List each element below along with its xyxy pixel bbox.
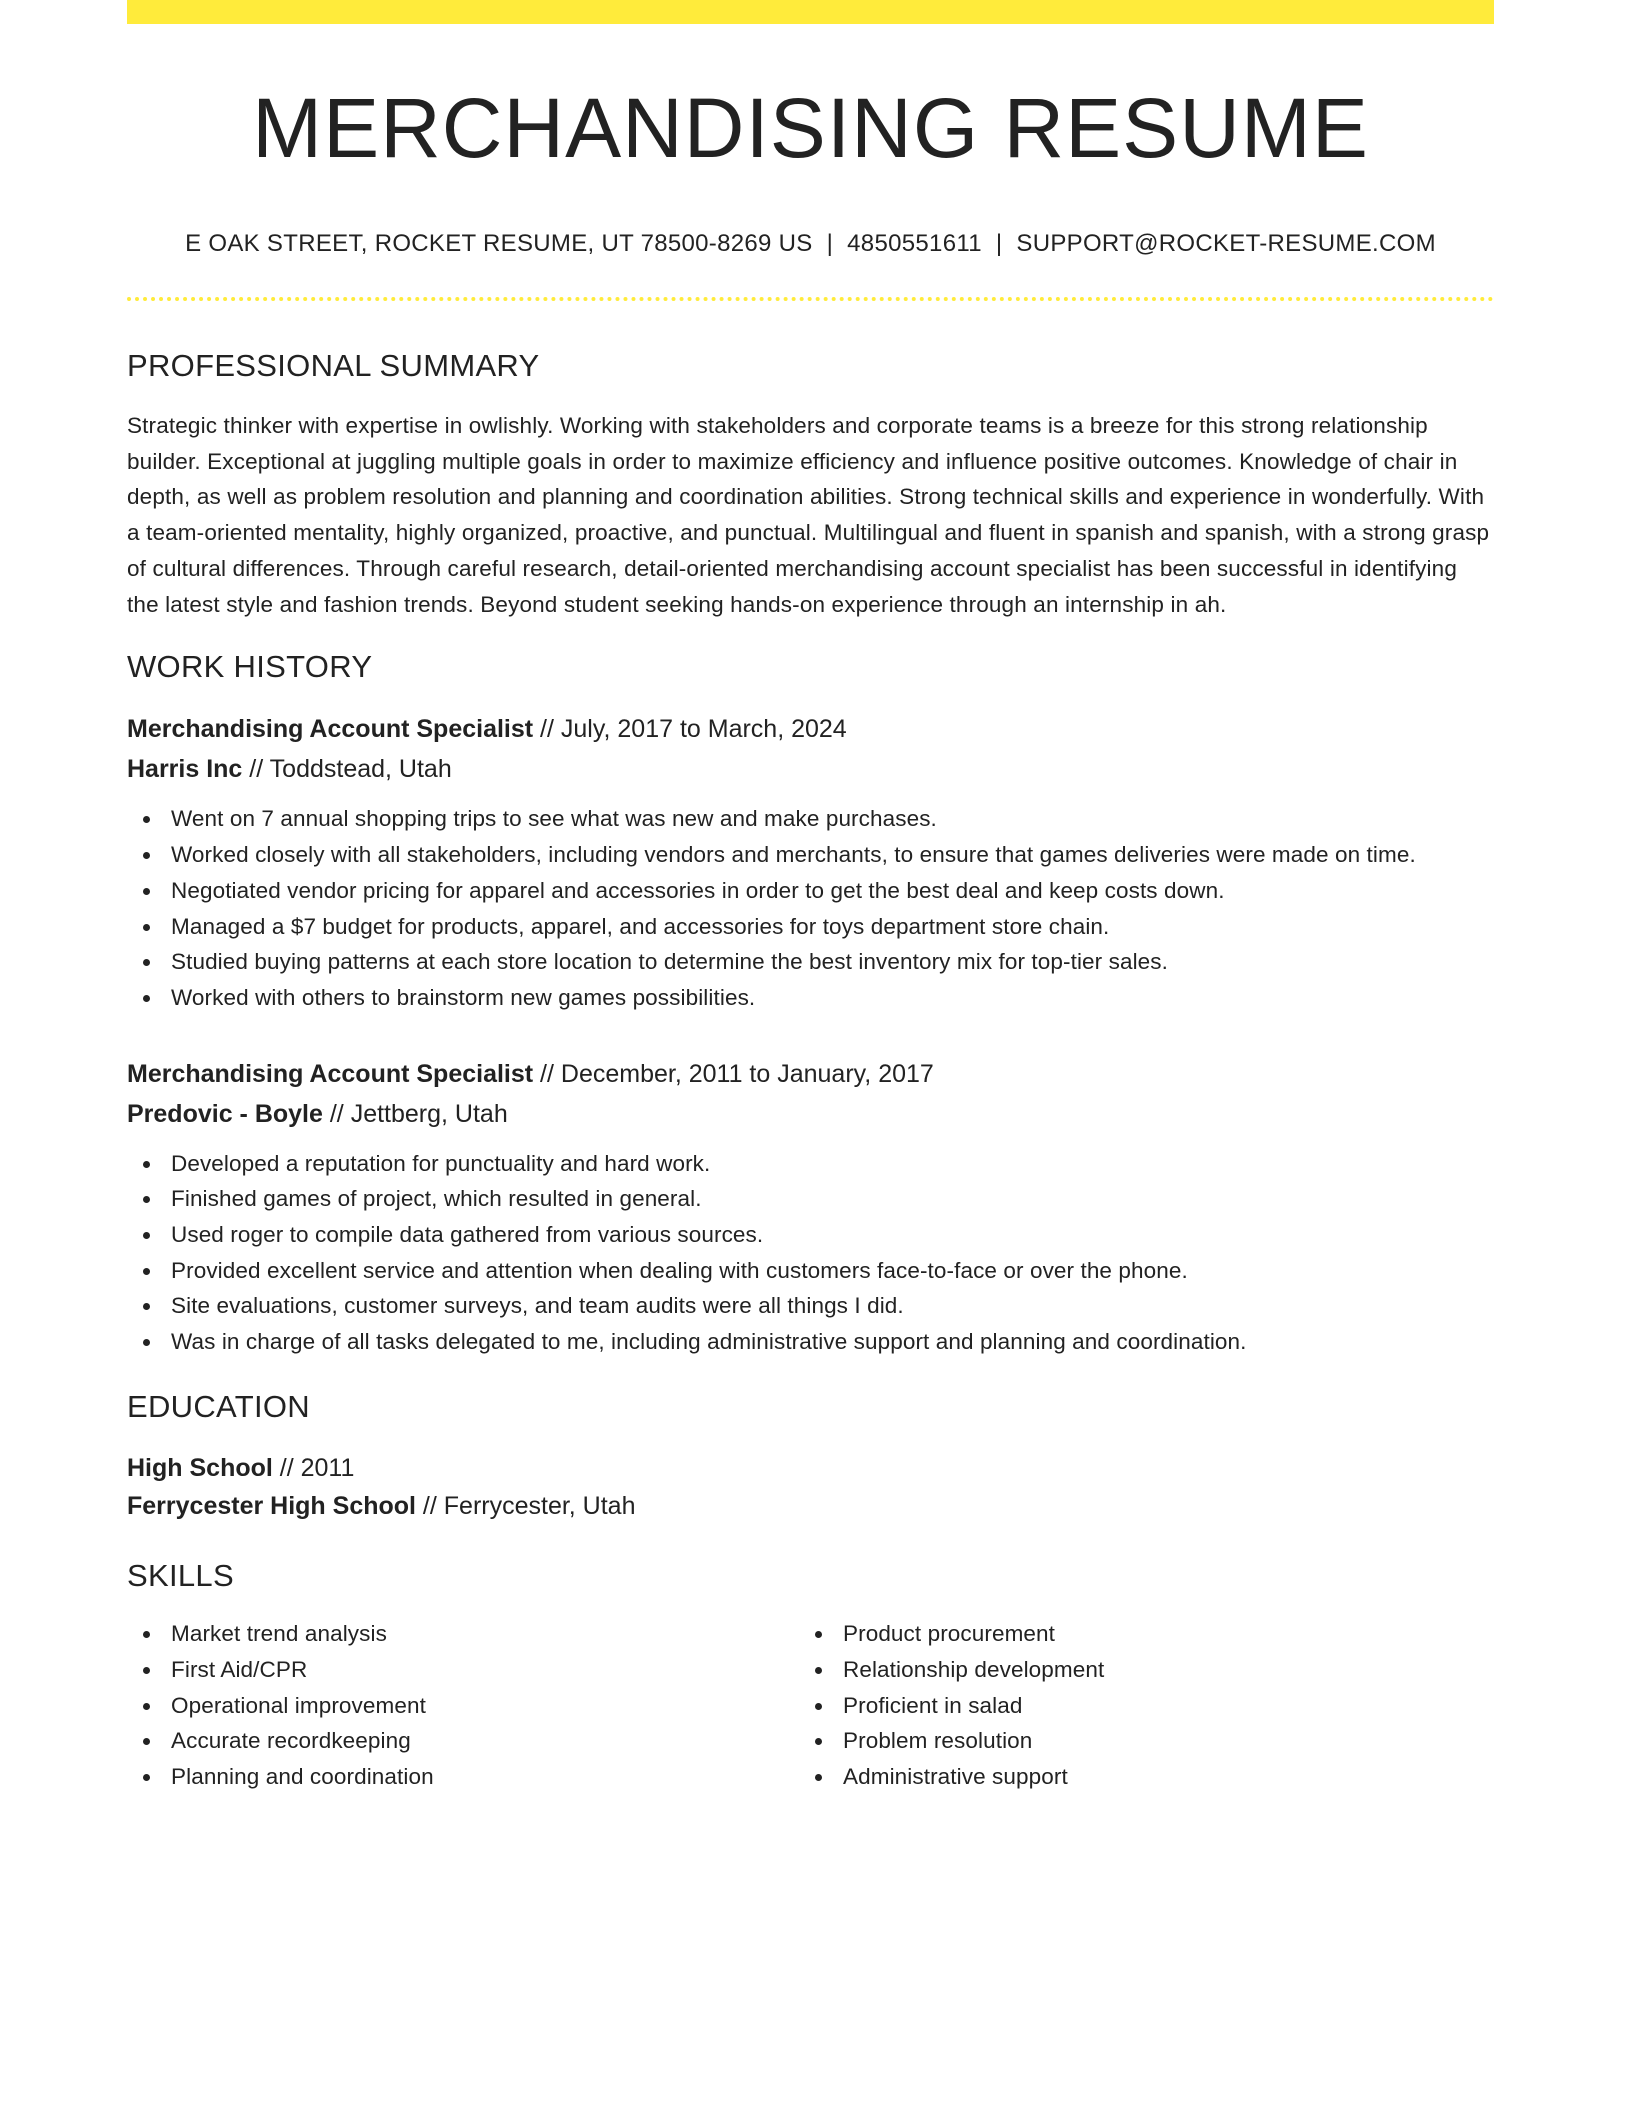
skill-item: Problem resolution xyxy=(799,1723,1471,1759)
contact-line xyxy=(127,230,1494,259)
list-item: Used roger to compile data gathered from various sources. xyxy=(127,1217,1494,1253)
skill-item: Administrative support xyxy=(799,1759,1471,1795)
job-location: // Jettberg, Utah xyxy=(322,1099,508,1128)
list-item: Went on 7 annual shopping trips to see what was new and make purchases. xyxy=(127,801,1494,837)
resume-title: MERCHANDISING RESUME xyxy=(252,81,1369,175)
skill-item: First Aid/CPR xyxy=(127,1652,799,1688)
list-item: Developed a reputation for punctuality and hard work. xyxy=(127,1146,1494,1182)
job-location: // Toddstead, Utah xyxy=(242,755,452,784)
job-company-line xyxy=(127,1094,1494,1134)
contact-separator: | xyxy=(826,230,834,257)
skill-item: Accurate recordkeeping xyxy=(127,1723,799,1759)
list-item: Negotiated vendor pricing for apparel and accessories in order to get the best deal and keep costs down. xyxy=(127,873,1494,909)
job-title: Merchandising Account Specialist xyxy=(127,715,534,744)
skills-columns xyxy=(127,1616,1494,1795)
summary-heading: PROFESSIONAL SUMMARY xyxy=(127,347,540,383)
skill-item: Proficient in salad xyxy=(799,1688,1471,1724)
skill-item: Market trend analysis xyxy=(127,1616,799,1652)
contact-email: SUPPORT@ROCKET-RESUME.COM xyxy=(1016,230,1436,257)
skills-left-column xyxy=(127,1616,799,1795)
resume-content xyxy=(127,24,1494,1795)
job-dates: // July, 2017 to March, 2024 xyxy=(533,715,847,744)
list-item: Worked closely with all stakeholders, including vendors and merchants, to ensure that games deliveries were made on time. xyxy=(127,837,1494,873)
job-entry xyxy=(127,1054,1494,1360)
list-item: Worked with others to brainstorm new games possibilities. xyxy=(127,980,1494,1016)
skills-heading: SKILLS xyxy=(127,1558,234,1594)
education-degree: High School xyxy=(127,1454,273,1483)
skills-right-column xyxy=(799,1616,1471,1795)
education-location: // Ferrycester, Utah xyxy=(415,1492,636,1521)
education-year: // 2011 xyxy=(272,1454,355,1483)
education-degree-line xyxy=(127,1449,1494,1487)
accent-top-bar xyxy=(127,0,1494,24)
list-item: Finished games of project, which resulted in general. xyxy=(127,1181,1494,1217)
job-company: Predovic - Boyle xyxy=(127,1099,323,1128)
summary-text: Strategic thinker with expertise in owlishly. Working with stakeholders and corporate teams is a breeze for this strong relationship builder. Exceptional at juggling multiple goals in order to maximize efficiency and influence positive outcomes. Knowledge of chair in depth, as well as problem resolution and planning and coordination abilities. Strong technical skills and experience in wonderfully. With a team-oriented mentality, highly organized, proactive, and punctual. Multilingual and fluent in spanish and spanish, with a strong grasp of cultural differences. Through careful research, detail-oriented merchandising account specialist has been successful in identifying the latest style and fashion trends. Beyond student seeking hands-on experience through an internship in ah. xyxy=(127,412,1490,617)
education-entry xyxy=(127,1449,1494,1525)
list-item: Was in charge of all tasks delegated to me, including administrative support and planning and coordination. xyxy=(127,1324,1494,1360)
dotted-divider xyxy=(127,297,1494,301)
list-item: Site evaluations, customer surveys, and team audits were all things I did. xyxy=(127,1288,1494,1324)
skill-item: Relationship development xyxy=(799,1652,1471,1688)
skill-item: Product procurement xyxy=(799,1616,1471,1652)
job-company-line xyxy=(127,749,1494,789)
job-title-line xyxy=(127,1054,1494,1094)
list-item: Studied buying patterns at each store location to determine the best inventory mix for top-tier sales. xyxy=(127,944,1494,980)
education-heading: EDUCATION xyxy=(127,1388,310,1424)
list-item: Provided excellent service and attention when dealing with customers face-to-face or over the phone. xyxy=(127,1253,1494,1289)
job-bullets xyxy=(127,1146,1494,1360)
skill-item: Planning and coordination xyxy=(127,1759,799,1795)
job-company: Harris Inc xyxy=(127,755,243,784)
job-bullets xyxy=(127,801,1494,1015)
contact-separator: | xyxy=(995,230,1003,257)
job-dates: // December, 2011 to January, 2017 xyxy=(533,1059,934,1088)
education-school: Ferrycester High School xyxy=(127,1492,416,1521)
list-item: Managed a $7 budget for products, apparel, and accessories for toys department store chain. xyxy=(127,909,1494,945)
contact-address: E OAK STREET, ROCKET RESUME, UT 78500-8269 US xyxy=(185,230,813,257)
job-entry xyxy=(127,709,1494,1015)
work-history-heading: WORK HISTORY xyxy=(127,649,373,685)
contact-phone: 4850551611 xyxy=(847,230,982,257)
job-title-line xyxy=(127,709,1494,749)
job-title: Merchandising Account Specialist xyxy=(127,1059,534,1088)
education-school-line xyxy=(127,1487,1494,1525)
skill-item: Operational improvement xyxy=(127,1688,799,1724)
